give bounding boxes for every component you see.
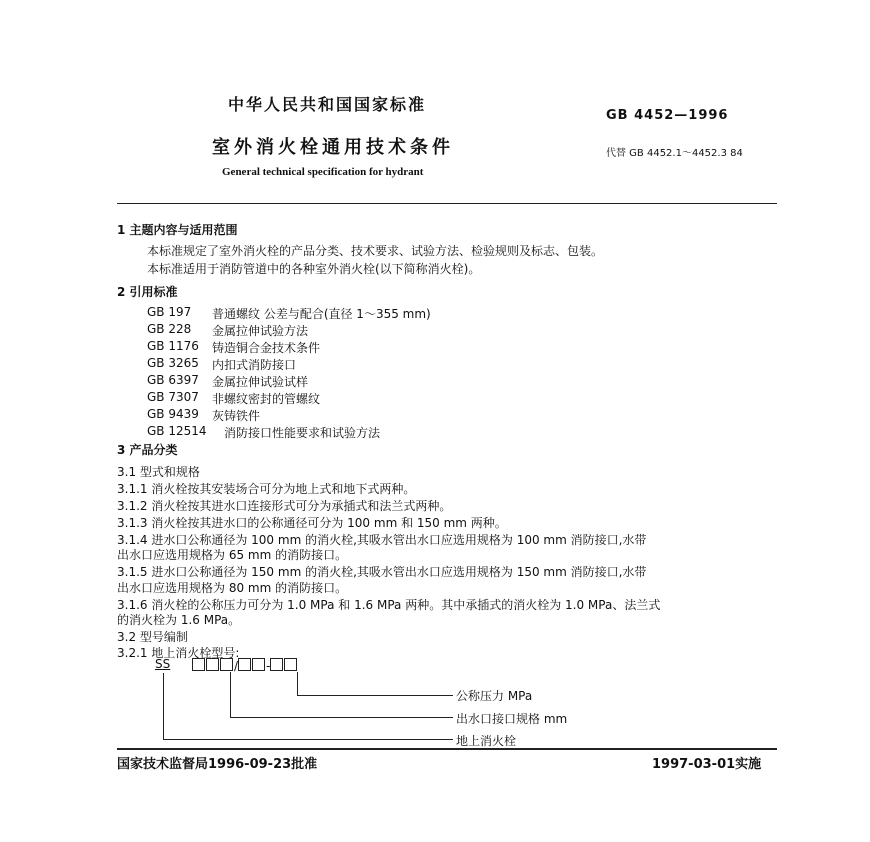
model-code-boxes	[192, 658, 298, 673]
leader-type-horizontal	[163, 739, 453, 740]
approval-date: 国家技术监督局1996-09-23批准	[117, 757, 318, 772]
model-prefix: SS	[155, 657, 171, 671]
section-1-para-1: 本标准规定了室外消火栓的产品分类、技术要求、试验方法、检验规则及标志、包装。	[147, 244, 604, 258]
code-separator-dash: -	[266, 659, 271, 673]
reference-code: GB 6397	[147, 373, 199, 387]
code-box-6	[270, 658, 283, 671]
reference-title: 金属拉伸试验方法	[212, 324, 309, 338]
reference-code: GB 7307	[147, 390, 199, 404]
reference-title: 灰铸铁件	[212, 409, 261, 423]
code-box-1	[192, 658, 205, 671]
reference-title: 普通螺纹 公差与配合(直径 1～355 mm)	[212, 307, 431, 321]
section-1-heading: 1 主题内容与适用范围	[117, 223, 238, 237]
title-en: General technical specification for hydrant	[222, 166, 424, 178]
reference-code: GB 12514	[147, 424, 207, 438]
clause-3-1-3: 3.1.3 消火栓按其进水口的公称通径可分为 100 mm 和 150 mm 两种。	[117, 516, 507, 530]
clause-3-1: 3.1 型式和规格	[117, 465, 200, 479]
code-box-4	[238, 658, 251, 671]
section-2-heading: 2 引用标准	[117, 285, 178, 299]
code-box-3	[220, 658, 233, 671]
leader-pressure-vertical	[297, 672, 298, 695]
leader-pressure-horizontal	[297, 695, 453, 696]
footer-rule	[117, 748, 777, 750]
leader-outlet-horizontal	[230, 717, 453, 718]
label-hydrant-type: 地上消火栓	[456, 734, 517, 748]
clause-3-1-4-line-2: 出水口应选用规格为 65 mm 的消防接口。	[117, 548, 348, 562]
section-3-heading: 3 产品分类	[117, 443, 178, 457]
reference-title: 铸造铜合金技术条件	[212, 341, 321, 355]
effective-date: 1997-03-01实施	[652, 757, 762, 772]
reference-code: GB 3265	[147, 356, 199, 370]
clause-3-1-6-line-2: 的消火栓为 1.6 MPa。	[117, 613, 241, 627]
clause-3-1-4-line-1: 3.1.4 进水口公称通径为 100 mm 的消火栓,其吸水管出水口应选用规格为 100 mm 消防接口,水带	[117, 533, 647, 547]
reference-code: GB 1176	[147, 339, 199, 353]
code-box-5	[252, 658, 265, 671]
standard-number: GB 4452—1996	[606, 108, 729, 123]
clause-3-2: 3.2 型号编制	[117, 630, 188, 644]
reference-code: GB 228	[147, 322, 192, 336]
code-separator-slash: /	[234, 659, 239, 673]
leader-type-vertical	[163, 673, 164, 739]
label-nominal-pressure: 公称压力 MPa	[456, 689, 533, 703]
reference-title: 内扣式消防接口	[212, 358, 297, 372]
code-box-2	[206, 658, 219, 671]
leader-outlet-vertical	[230, 672, 231, 717]
clause-3-1-5-line-1: 3.1.5 进水口公称通径为 150 mm 的消火栓,其吸水管出水口应选用规格为 150 mm 消防接口,水带	[117, 565, 647, 579]
reference-title: 非螺纹密封的管螺纹	[212, 392, 321, 406]
code-box-7	[284, 658, 297, 671]
replaces-note: 代替 GB 4452.1～4452.3 84	[606, 148, 743, 159]
reference-code: GB 9439	[147, 407, 199, 421]
country-standard: 中华人民共和国国家标准	[228, 95, 427, 114]
reference-title: 消防接口性能要求和试验方法	[224, 426, 381, 440]
reference-code: GB 197	[147, 305, 192, 319]
clause-3-1-2: 3.1.2 消火栓按其进水口连接形式可分为承插式和法兰式两种。	[117, 499, 452, 513]
clause-3-1-5-line-2: 出水口应选用规格为 80 mm 的消防接口。	[117, 581, 348, 595]
reference-title: 金属拉伸试验试样	[212, 375, 309, 389]
clause-3-1-1: 3.1.1 消火栓按其安装场合可分为地上式和地下式两种。	[117, 482, 416, 496]
clause-3-1-6-line-1: 3.1.6 消火栓的公称压力可分为 1.0 MPa 和 1.6 MPa 两种。其中承插式的消火栓为 1.0 MPa、法兰式	[117, 598, 661, 612]
label-outlet-size: 出水口接口规格 mm	[456, 712, 568, 726]
clause-3-2-1: 3.2.1 地上消火栓型号:	[117, 646, 240, 660]
section-1-para-2: 本标准适用于消防管道中的各种室外消火栓(以下简称消火栓)。	[147, 262, 481, 276]
header-rule	[117, 203, 777, 204]
title-cn: 室外消火栓通用技术条件	[212, 137, 454, 158]
